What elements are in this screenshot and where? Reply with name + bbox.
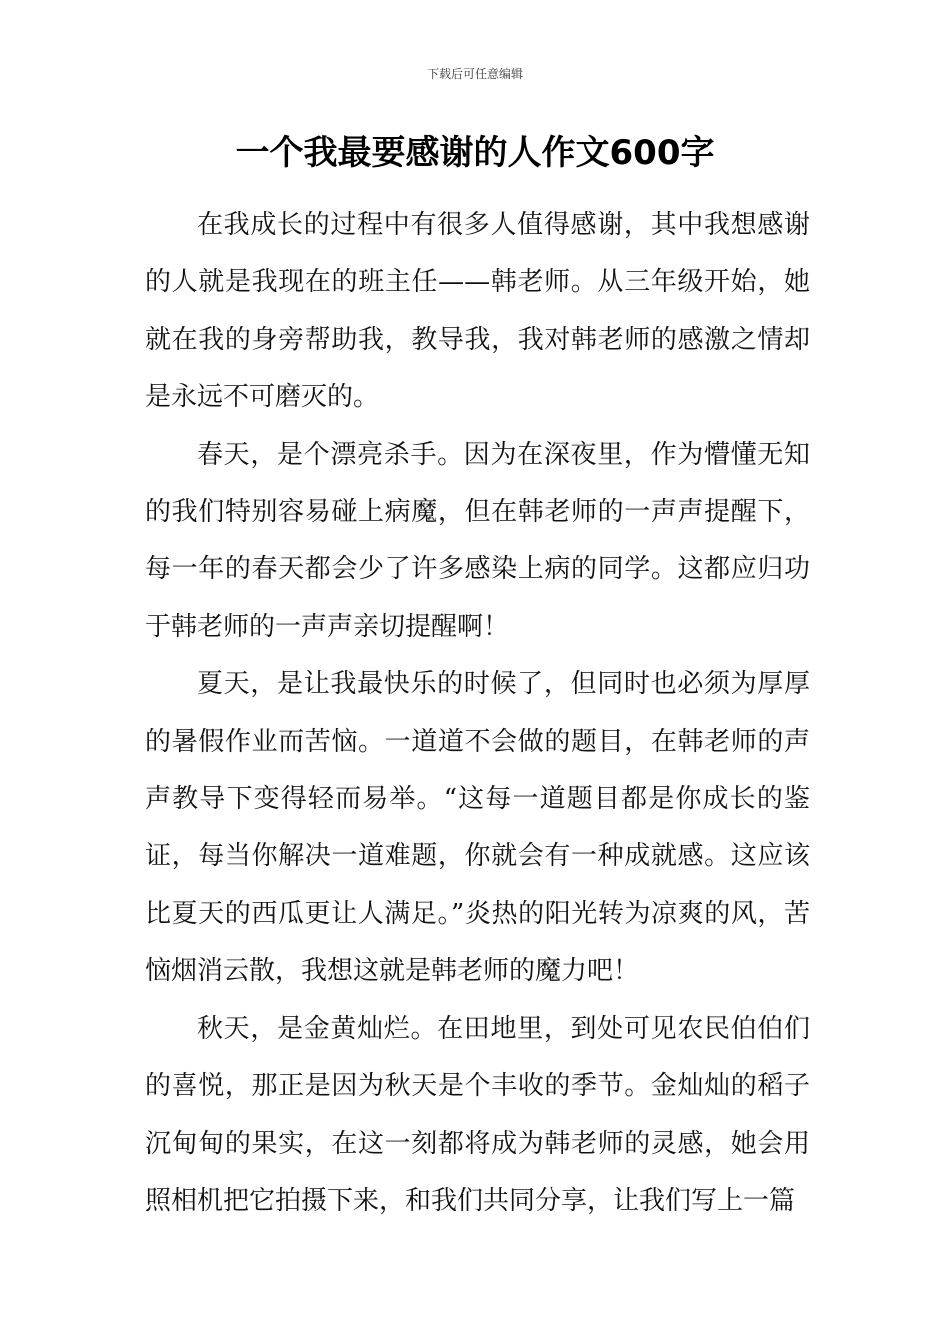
document-title: 一个我最要感谢的人作文600字: [235, 133, 715, 173]
paragraph-3: 夏天，是让我最快乐的时候了，但同时也必须为厚厚的暑假作业而苦恼。一道道不会做的题目，在韩老师的声声教导下变得轻而易举。“这每一道题目都是你成长的鉴证，每当你解决一道难题，你就会有一种成就感。这应该比夏天的西瓜更让人满足。”炎热的阳光转为凉爽的风，苦恼烟消云散，我想这就是韩老师的魔力吧！: [145, 669, 810, 987]
header-note: 下载后可任意编辑: [426, 67, 523, 81]
paragraph-4: 秋天，是金黄灿烂。在田地里，到处可见农民伯伯们的喜悦，那正是因为秋天是个丰收的季节。金灿灿的稻子沉甸甸的果实，在这一刻都将成为韩老师的灵感，她会用照相机把它拍摄下来，和我们共同分享，让我们写上一篇: [145, 1013, 810, 1216]
paragraph-1: 在我成长的过程中有很多人值得感谢，其中我想感谢的人就是我现在的班主任——韩老师。从三年级开始，她就在我的身旁帮助我，教导我，我对韩老师的感激之情却是永远不可磨灭的。: [145, 210, 810, 413]
paragraph-2: 春天，是个漂亮杀手。因为在深夜里，作为懵懂无知的我们特别容易碰上病魔，但在韩老师的一声声提醒下，每一年的春天都会少了许多感染上病的同学。这都应归功于韩老师的一声声亲切提醒啊！: [145, 439, 810, 642]
essay-body: [145, 197, 810, 1230]
